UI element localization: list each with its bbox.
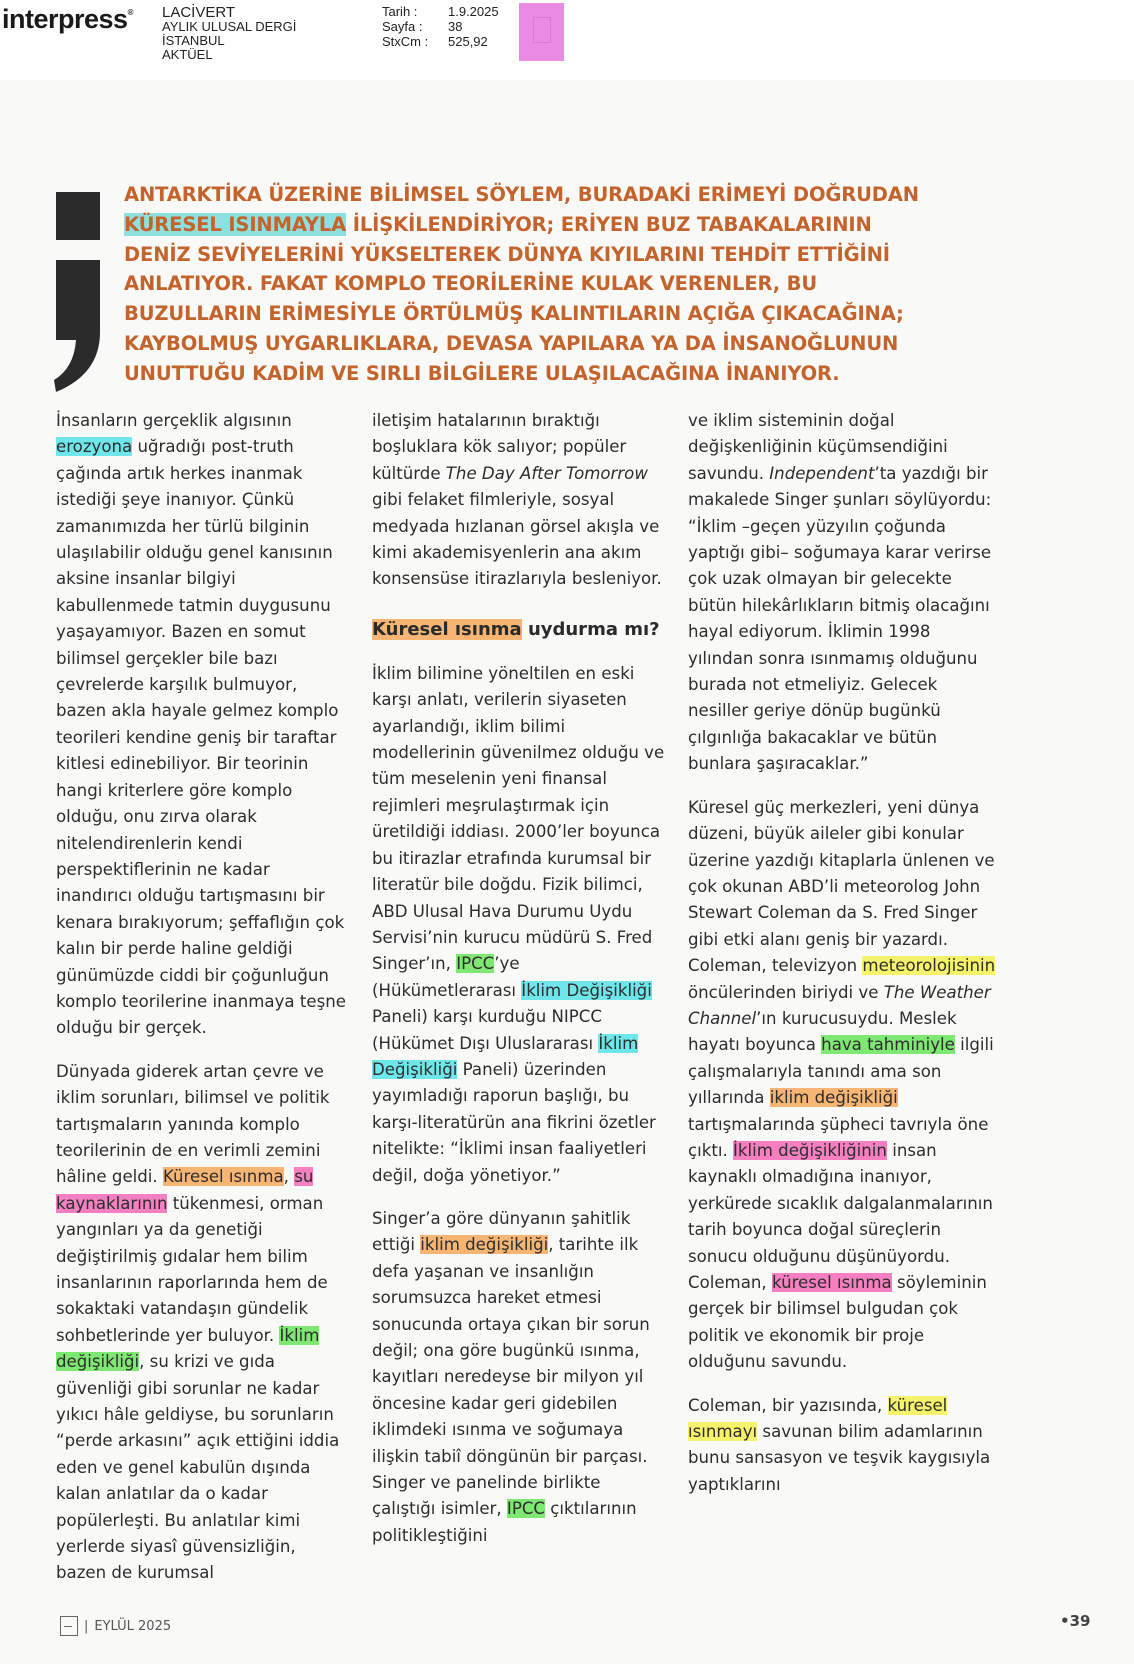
highlight: KÜRESEL ISINMAYLA — [124, 212, 347, 236]
highlight: İklim değişikliğinin — [733, 1140, 887, 1160]
barcode-stamp — [519, 3, 564, 61]
text-column-2 — [372, 408, 668, 1566]
pull-quote-line: UNUTTUĞU KADİM VE SIRLI BİLGİLERE ULAŞILACAĞINA İNANIYOR. — [124, 361, 840, 385]
magazine-line: AKTÜEL — [162, 47, 213, 62]
section-heading: Küresel ısınma uydurma mı? — [372, 618, 660, 640]
meta-row-date: Tarih : 1.9.2025 — [382, 4, 499, 19]
highlight: Küresel ısınma — [162, 1167, 284, 1187]
highlight: küresel ısınmayı — [688, 1395, 948, 1442]
paragraph: İnsanların gerçeklik algısının erozyona uğradığı post-truth çağında artık herkes inanmak istediği şeye inanıyor. Çünkü zamanımızda her türlü bilginin ulaşılabilir olduğu genel kanısının aksine insanlar bilgiyi kabullenmede tatmin duygusunu yaşayamıyor. Bazen en somut bilimsel gerçekler bile bazı çevrelerde karşılık bulmuyor, bazen akla hayale gelmez komplo teorileri kendine geniş bir taraftar kitlesi edinebiliyor. Bir teorinin hangi kriterlere göre komplo olduğu, onu zırva olarak nitelendirenlerin kendi perspektiflerinin ne kadar inandırıcı olduğu tartışmasını bir kenara bırakıyorum; şeffaflığın çok kalın bir perde haline geldiği günümüzde ciddi bir çoğunluğun komplo teorilerine inanmaya teşne olduğu bir gerçek. — [56, 411, 346, 1038]
pull-quote-line: KÜRESEL ISINMAYLA İLİŞKİLENDİRİYOR; ERİYEN BUZ TABAKALARININ — [124, 212, 872, 236]
paragraph: ve iklim sisteminin doğal değişkenliğinin küçümsendiğini savundu. Independent’ta yazdığı bir makalede Singer şunları söylüyordu: “İklim –geçen yüzyılın çoğunda yaptığı gibi– soğumaya karar verirse çok uzak olmayan bir gelecekte bütün hilekârlıkların bitmiş olacağını hayal ediyorum. İklimin 1998 yılından sonra ısınmamış olduğunu burada not etmeliyiz. Gelecek nesiller geriye dönüp bugünkü çılgınlığa bakacaklar ve bütün bunlara şaşıracaklar.” — [688, 411, 992, 774]
highlight: su kaynaklarının — [56, 1167, 314, 1213]
text-column-3 — [688, 408, 998, 1515]
footer-issue: | EYLÜL 2025 — [60, 1616, 171, 1636]
text-column-1 — [56, 408, 346, 1604]
issue-date: EYLÜL 2025 — [94, 1618, 172, 1634]
interpress-logo: interpress® — [2, 4, 133, 34]
page-number: •39 — [1060, 1612, 1091, 1630]
clipping-header — [0, 0, 1134, 80]
highlight: iklim değişikliği — [769, 1088, 898, 1108]
paragraph: Singer’a göre dünyanın şahitlik ettiği iklim değişikliği, tarihte ilk defa yaşanan ve insanlığın sorumsuzca hareket etmesi sonucunda ortaya çıkan bir sorun değil; ona göre bugünkü ısınma, kayıtları neredeyse bir milyon yıl öncesine kadar geri gidebilen iklimdeki ısınma ve soğumaya ilişkin tabiî döngünün bir parçası. Singer ve panelinde birlikte çalıştığı isimler, IPCC çıktılarının politikleştiğini — [372, 1208, 650, 1545]
pull-quote-line: BUZULLARIN ERİMESİYLE ÖRTÜLMÜŞ KALINTILARIN AÇIĞA ÇIKACAĞINA; — [124, 302, 904, 326]
highlight: IPCC — [456, 954, 495, 974]
highlight: hava tahminiyle — [821, 1035, 955, 1055]
paragraph: İklim bilimine yöneltilen en eski karşı anlatı, verilerin siyaseten ayarlandığı, iklim bilimi modellerinin güvenilmez olduğu ve tüm meselenin yeni finansal rejimleri meşrulaştırmak için üretildiği iddiası. 2000’ler boyunca bu itirazlar etrafında kurumsal bir literatür bile doğdu. Fizik bilimci, ABD Ulusal Hava Durumu Uydu Servisi’nin kurucu müdürü S. Fred Singer’ın, IPCC’ye (Hükümetlerarası İklim Değişikliği Paneli) karşı kurduğu NIPCC (Hükümet Dışı Uluslararası İklim Değişikliği Paneli) üzerinden yayımladığı raporun başlığı, bu karşı-literatürün ana fikrini özetler nitelikte: “İklimi insan faaliyetleri değil, doğa yönetiyor.” — [372, 663, 665, 1185]
highlight: İklim Değişikliği — [521, 980, 652, 1000]
paragraph: Dünyada giderek artan çevre ve iklim sorunları, bilimsel ve politik tartışmaların yanında komplo teorilerinin de en verimli zemini hâline geldi. Küresel ısınma, su kaynaklarının tükenmesi, orman yangınları ya da genetiği değiştirilmiş gıdalar hem bilim insanlarının raporlarında hem de sokaktaki vatandaşın gündelik sohbetlerinde yer buluyor. İklim değişikliği, su krizi ve gıda güvenliği gibi sorunlar ne kadar yıkıcı hâle geldiyse, bu sorunların “perde arkasını” açık ettiğini iddia eden ve genel kabulün dışında kalan anlatılar da o kadar popülerleşti. Bu anlatılar kimi yerlerde siyasî güvensizliğin, bazen de kurumsal — [56, 1061, 340, 1583]
highlight: meteorolojisinin — [862, 956, 996, 976]
clipping-meta — [382, 4, 499, 49]
pull-quote — [124, 180, 964, 389]
pull-quote-line: DENİZ SEVİYELERİNİ YÜKSELTEREK DÜNYA KIYILARINI TEHDİT ETTİĞİNİ — [124, 242, 890, 266]
magazine-info — [162, 6, 296, 62]
magazine-page — [0, 80, 1134, 1664]
highlight: İklim Değişikliği — [372, 1033, 639, 1079]
magazine-line: İSTANBUL — [162, 33, 225, 48]
highlight: iklim değişikliği — [420, 1235, 549, 1255]
highlight: erozyona — [56, 437, 133, 457]
pull-quote-line: ANTARKTİKA ÜZERİNE BİLİMSEL SÖYLEM, BURADAKİ ERİMEYİ DOĞRUDAN — [124, 183, 919, 206]
highlight: IPCC — [506, 1499, 545, 1519]
paragraph: Küresel güç merkezleri, yeni dünya düzeni, büyük aileler gibi konular üzerine yazdığı kitaplarla ünlenen ve çok okunan ABD’li meteorolog John Stewart Coleman da S. Fred Singer gibi etki alanı geniş bir yazardı. Coleman, televizyon meteorolojisinin öncülerinden biriydi ve The Weather Channel’ın kurucusuydu. Meslek hayatı boyunca hava tahminiyle ilgili çalışmalarıyla tanındı ama son yıllarında iklim değişikliği tartışmalarında şüpheci tavrıyla öne çıktı. İklim değişikliğinin insan kaynaklı olmadığına inanıyor, yerkürede sıcaklık dalgalanmalarının tarih boyunca doğal süreçlerin sonucu olduğunu düşünüyordu. Coleman, küresel ısınma söyleminin gerçek bir bilimsel bulgudan çok politik ve ekonomik bir proje olduğunu savundu. — [688, 797, 996, 1372]
paragraph: iletişim hatalarının bıraktığı boşluklara kök salıyor; popüler kültürde The Day After Tomorrow gibi felaket filmleriyle, sosyal medyada hızlanan görsel akışla ve kimi akademisyenlerin ana akım konsensüse itirazlarıyla besleniyor. — [372, 411, 662, 589]
highlight: İklim değişikliği — [56, 1325, 320, 1372]
highlight: küresel ısınma — [771, 1273, 892, 1292]
quote-mark-icon — [52, 192, 104, 392]
meta-row-page: Sayfa : 38 — [382, 19, 463, 34]
magazine-name: LACİVERT — [162, 4, 236, 21]
pull-quote-line: ANLATIYOR. FAKAT KOMPLO TEORİLERİNE KULAK VERENLER, BU — [124, 272, 818, 296]
meta-row-size: StxCm : 525,92 — [382, 34, 488, 49]
magazine-line: AYLIK ULUSAL DERGİ — [162, 19, 297, 34]
pull-quote-line: KAYBOLMUŞ UYGARLIKLARA, DEVASA YAPILARA YA DA İNSANOĞLUNUN — [124, 331, 899, 355]
highlight: Küresel ısınma — [372, 618, 522, 640]
magazine-mark-icon — [60, 1616, 78, 1636]
paragraph: Coleman, bir yazısında, küresel ısınmayı savunan bilim adamlarının bunu sansasyon ve teşvik kaygısıyla yaptıklarını — [688, 1395, 991, 1494]
